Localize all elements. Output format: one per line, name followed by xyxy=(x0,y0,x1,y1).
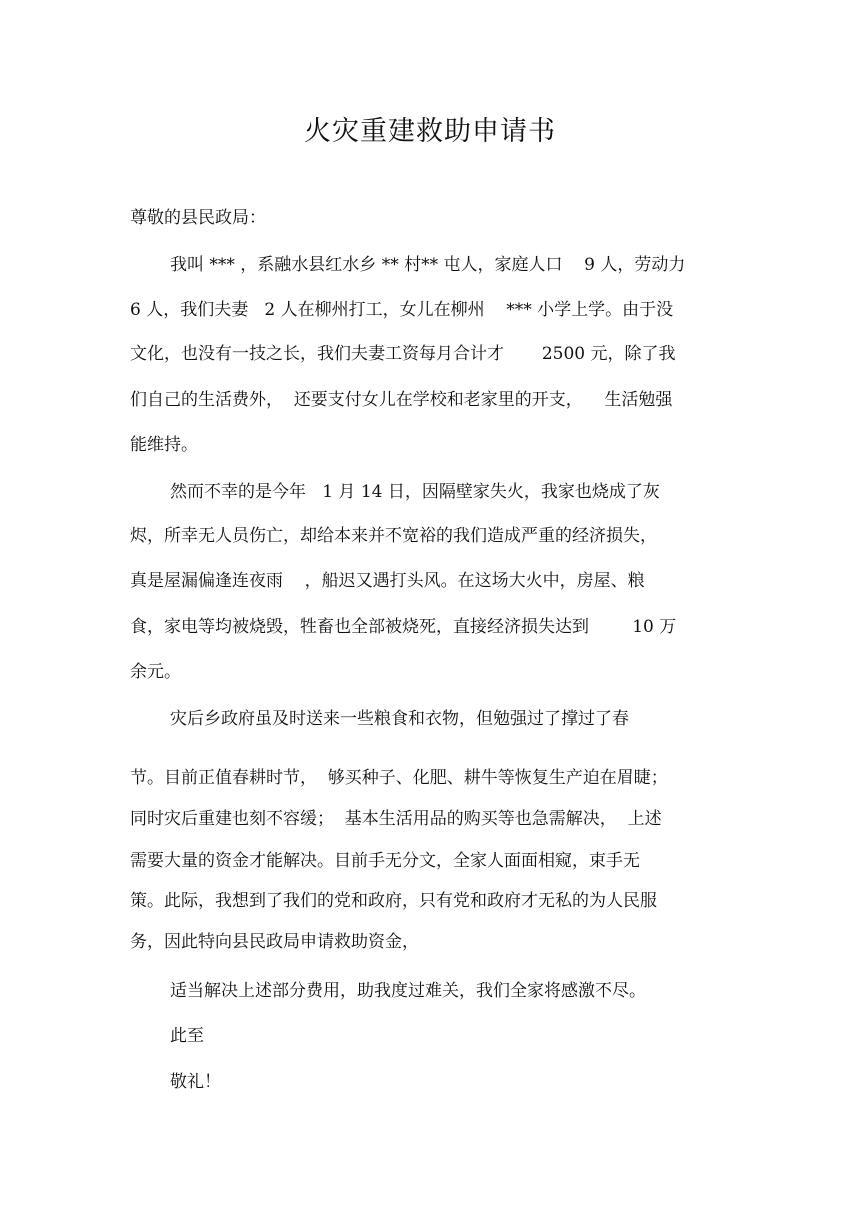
paragraph-1-line-3: 文化，也没有一技之长，我们夫妻工资每月合计才 2500 元，除了我 xyxy=(130,344,676,364)
document-title: 火灾重建救助申请书 xyxy=(304,116,556,147)
paragraph-3-line-5: 策。此际，我想到了我们的党和政府，只有党和政府才无私的为人民服 xyxy=(130,891,657,911)
paragraph-3-line-2: 节。目前正值春耕时节， 够买种子、化肥、耕牛等恢复生产迫在眉睫； xyxy=(130,768,668,788)
paragraph-2-line-3: 真是屋漏偏逢连夜雨 ，船迟又遇打头风。在这场大火中，房屋、粮 xyxy=(130,571,645,591)
paragraph-1-line-1: 我叫 *** ，系融水县红水乡 ** 村** 屯人，家庭人口 9 人，劳动力 xyxy=(170,255,686,275)
paragraph-2-line-1: 然而不幸的是今年 1 月 14 日，因隔壁家失火，我家也烧成了灰 xyxy=(170,482,660,502)
paragraph-4: 适当解决上述部分费用，助我度过难关，我们全家将感激不尽。 xyxy=(170,981,646,1001)
paragraph-2-line-2: 烬，所幸无人员伤亡，却给本来并不宽裕的我们造成严重的经济损失， xyxy=(130,526,657,546)
paragraph-3-line-4: 需要大量的资金才能解决。目前手无分文，全家人面面相窥，束手无 xyxy=(130,851,640,871)
paragraph-3-line-1: 灾后乡政府虽及时送来一些粮食和衣物，但勉强过了撑过了春 xyxy=(170,709,629,729)
salutation: 尊敬的县民政局： xyxy=(130,208,266,228)
paragraph-2-line-4: 食，家电等均被烧毁，牲畜也全部被烧死，直接经济损失达到 10 万 xyxy=(130,617,677,637)
paragraph-1-line-5: 能维持。 xyxy=(130,435,198,455)
paragraph-3-line-6: 务，因此特向县民政局申请救助资金， xyxy=(130,932,419,952)
paragraph-1-line-4: 们自己的生活费外， 还要支付女儿在学校和老家里的开支， 生活勉强 xyxy=(130,390,673,410)
closing-line-1: 此至 xyxy=(170,1026,204,1046)
paragraph-1-line-2: 6 人，我们夫妻 2 人在柳州打工，女儿在柳州 *** 小学上学。由于没 xyxy=(130,300,674,320)
paragraph-2-line-5: 余元。 xyxy=(130,662,181,682)
paragraph-3-line-3: 同时灾后重建也刻不容缓； 基本生活用品的购买等也急需解决， 上述 xyxy=(130,809,662,829)
closing-line-2: 敬礼！ xyxy=(170,1072,221,1092)
